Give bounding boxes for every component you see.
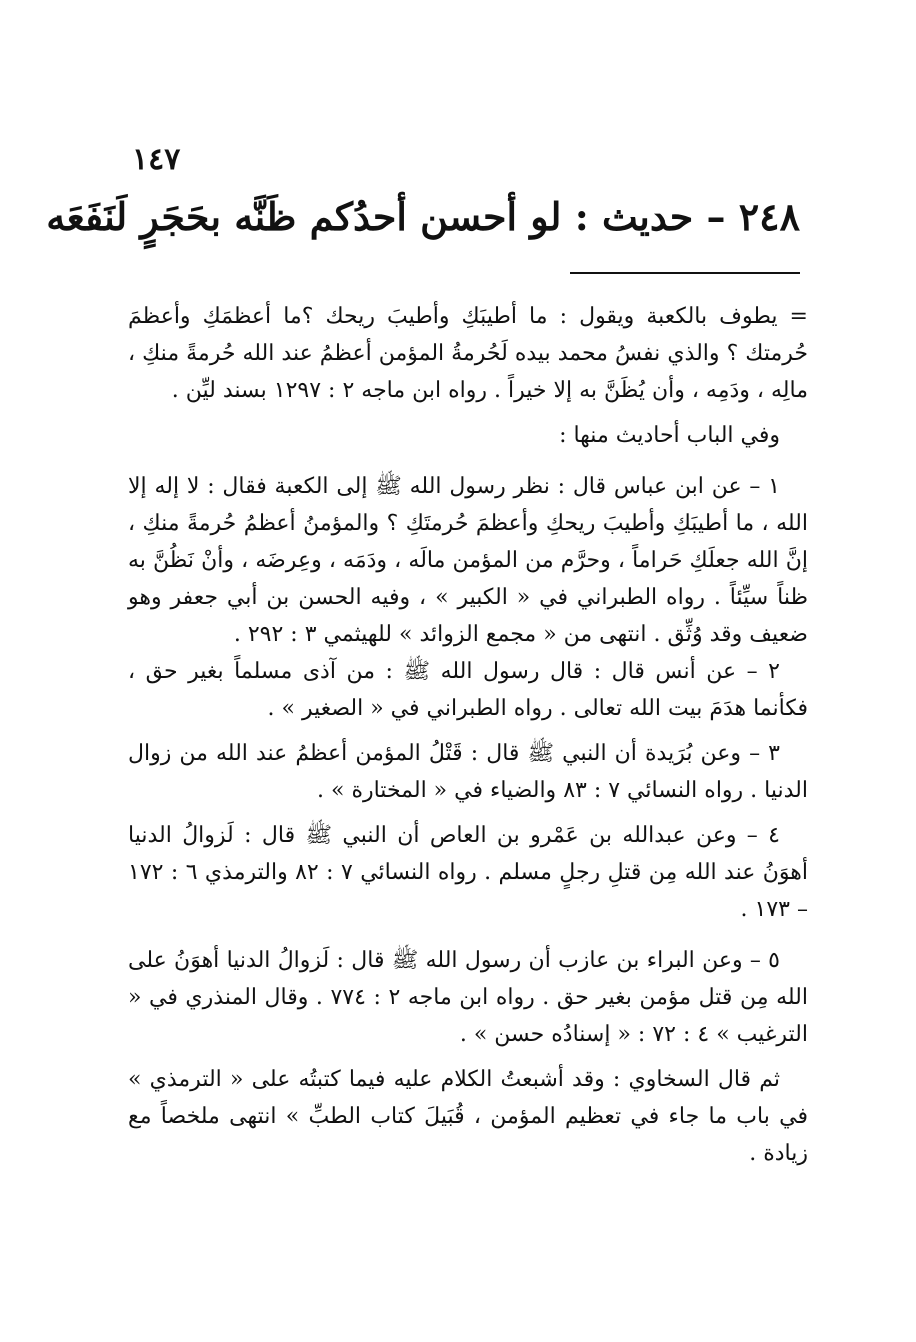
hadith-3-paragraph: ٣ – وعن بُرَيدة أن النبي ﷺ قال : قَتْلُ المؤمن أعظمُ عند الله من زوال الدنيا . رواه النسائي ٧ : ٨٣ والضياء في « المختارة » . xyxy=(128,741,808,803)
hadith-1-paragraph: ١ – عن ابن عباس قال : نظر رسول الله ﷺ إلى الكعبة فقال : لا إله إلا الله ، ما أطيبَكِ وأطيبَ ريحكِ وأعظمَ حُرمتَكِ ؟ والمؤمنُ أعظمُ حُرمةً منكِ ، إنَّ الله جعلَكِ حَراماً ، وحرَّم من المؤمن مالَه ، ودَمَه ، وعِرضَه ، وأنْ نَظُنَّ به ظناً سيِّئاً . رواه الطبراني في « الكبير » ، وفيه الحسن بن أبي جعفر وهو ضعيف وقد وُثِّق . انتهى من « مجمع الزوائد » للهيثمي ٣ : ٢٩٢ . xyxy=(128,474,808,647)
hadith-5-paragraph: ٥ – وعن البراء بن عازب أن رسول الله ﷺ قال : لَزوالُ الدنيا أهوَنُ على الله مِن قتل مؤمن بغير حق . رواه ابن ماجه ٢ : ٧٧٤ . وقال المنذري في « الترغيب » ٤ : ٧٢ : « إسنادُه حسن » . xyxy=(128,948,808,1047)
page-number: ١٤٧ xyxy=(132,142,181,177)
continuation-paragraph: = يطوف بالكعبة ويقول : ما أطيبَكِ وأطيبَ ريحك ؟ما أعظمَكِ وأعظمَ حُرمتك ؟ والذي نفسُ محمد بيده لَحُرمةُ المؤمن أعظمُ عند الله حُرمةً منكِ ، مالِه ، ودَمِه ، وأن يُظَنَّ به إلا خيراً . رواه ابن ماجه ٢ : ١٢٩٧ بسند ليِّن . xyxy=(128,304,808,403)
hadith-2-paragraph: ٢ – عن أنس قال : قال رسول الله ﷺ : من آذى مسلماً بغير حق ، فكأنما هدَمَ بيت الله تعالى . رواه الطبراني في « الصغير » . xyxy=(128,659,808,721)
intro-paragraph: وفي الباب أحاديث منها : xyxy=(559,423,780,448)
hadith-heading: ٢٤٨ – حديث : لو أحسن أحدُكم ظَنَّه بحَجَرٍ لَنَفَعَه xyxy=(46,194,800,239)
footnote-separator-rule xyxy=(570,272,800,274)
page-body xyxy=(128,298,808,1172)
closing-paragraph: ثم قال السخاوي : وقد أشبعتُ الكلام عليه فيما كتبتُه على « الترمذي » في باب ما جاء في تعظيم المؤمن ، قُبَيلَ كتاب الطبِّ » انتهى ملخصاً مع زيادة . xyxy=(128,1067,808,1166)
hadith-4-paragraph: ٤ – وعن عبدالله بن عَمْرو بن العاص أن النبي ﷺ قال : لَزوالُ الدنيا أهوَنُ عند الله مِن قتلِ رجلٍ مسلم . رواه النسائي ٧ : ٨٢ والترمذي ٦ : ١٧٢ – ١٧٣ . xyxy=(128,823,808,922)
